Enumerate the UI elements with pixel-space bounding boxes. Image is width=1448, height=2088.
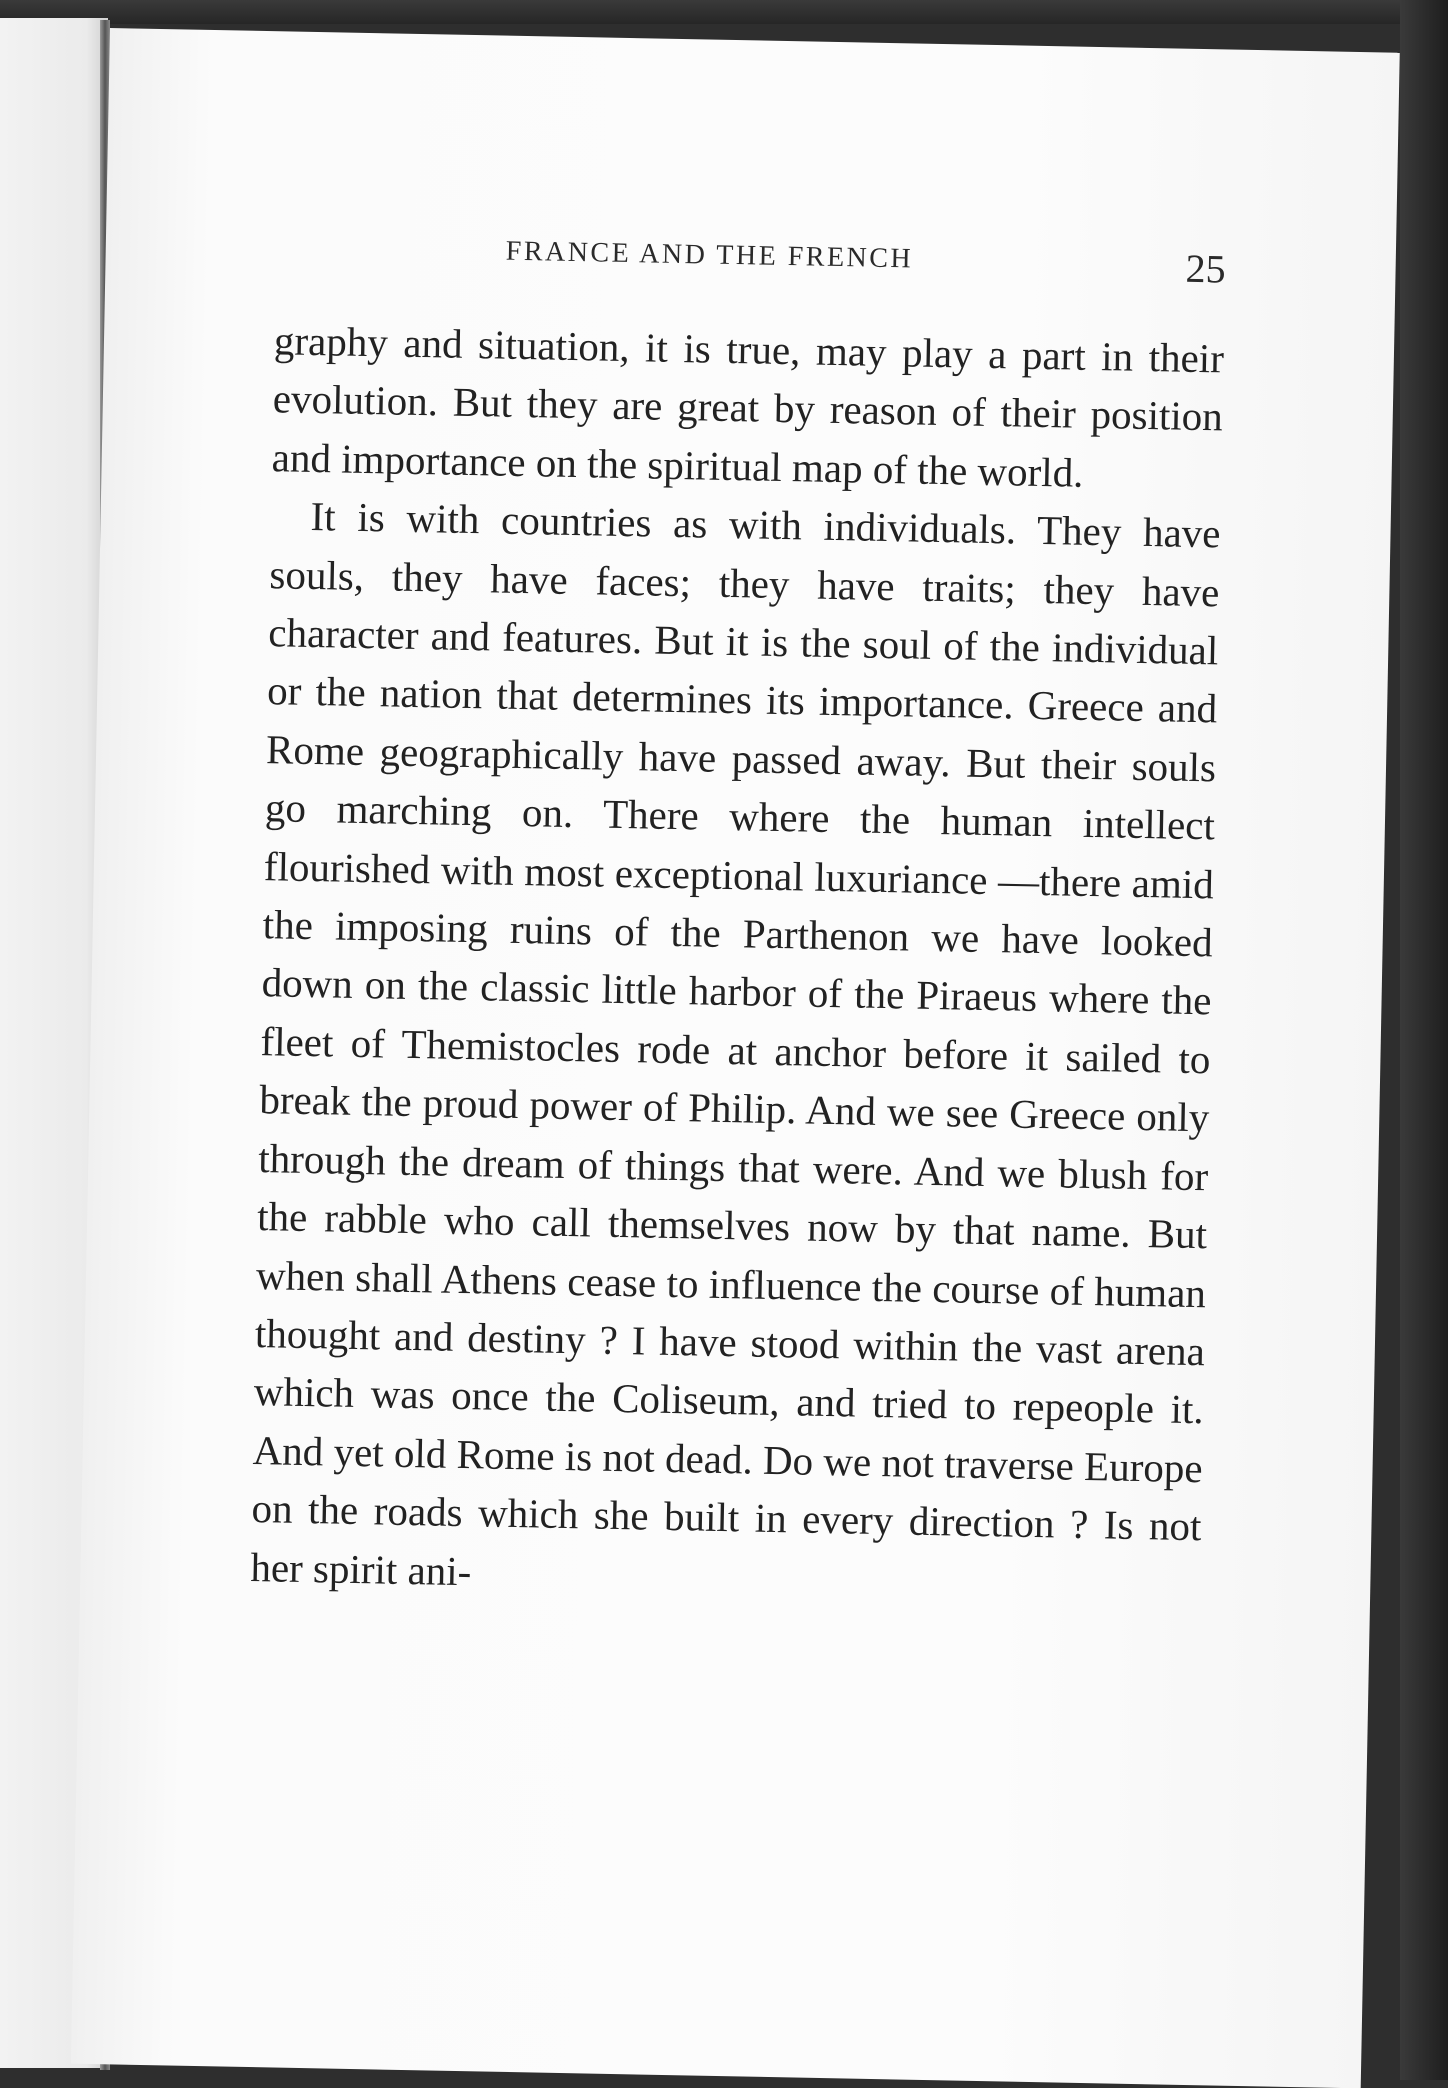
running-head: FRANCE AND THE FRENCH bbox=[505, 235, 914, 275]
paragraph: It is with countries as with individuals. They have souls, they have faces; they have traits; they have character and features. But it is the soul of the individual or the nation that determines its importance. Greece and Rome geographically have passed away. But their souls go marching on. There where the human intellect flourished with most exceptional luxuriance —there amid the imposing ruins of the Parthenon we have looked down on the classic little harbor of the Piraeus where the fleet of Themistocles rode at anchor before it sailed to break the proud power of Philip. And we see Greece only through the dream of things that were. And we blush for the rabble who call themselves now by that name. But when shall Athens cease to influence the course of human thought and destiny ? I have stood within the vast arena which was once the Coliseum, and tried to repeople it. And yet old Rome is not dead. Do we not traverse Europe on the roads which she built in every direction ? Is not her spirit ani- bbox=[250, 493, 1221, 1594]
paragraph: graphy and situation, it is true, may play a part in their evolution. But they are great by reason of their position and importance on the spiritual map of the world. bbox=[271, 317, 1225, 496]
book-page bbox=[71, 28, 1400, 2088]
book-top-edge bbox=[0, 0, 1448, 24]
body-text bbox=[250, 311, 1224, 1614]
page-number: 25 bbox=[1185, 245, 1227, 292]
book-cover-edge bbox=[1400, 0, 1448, 2080]
